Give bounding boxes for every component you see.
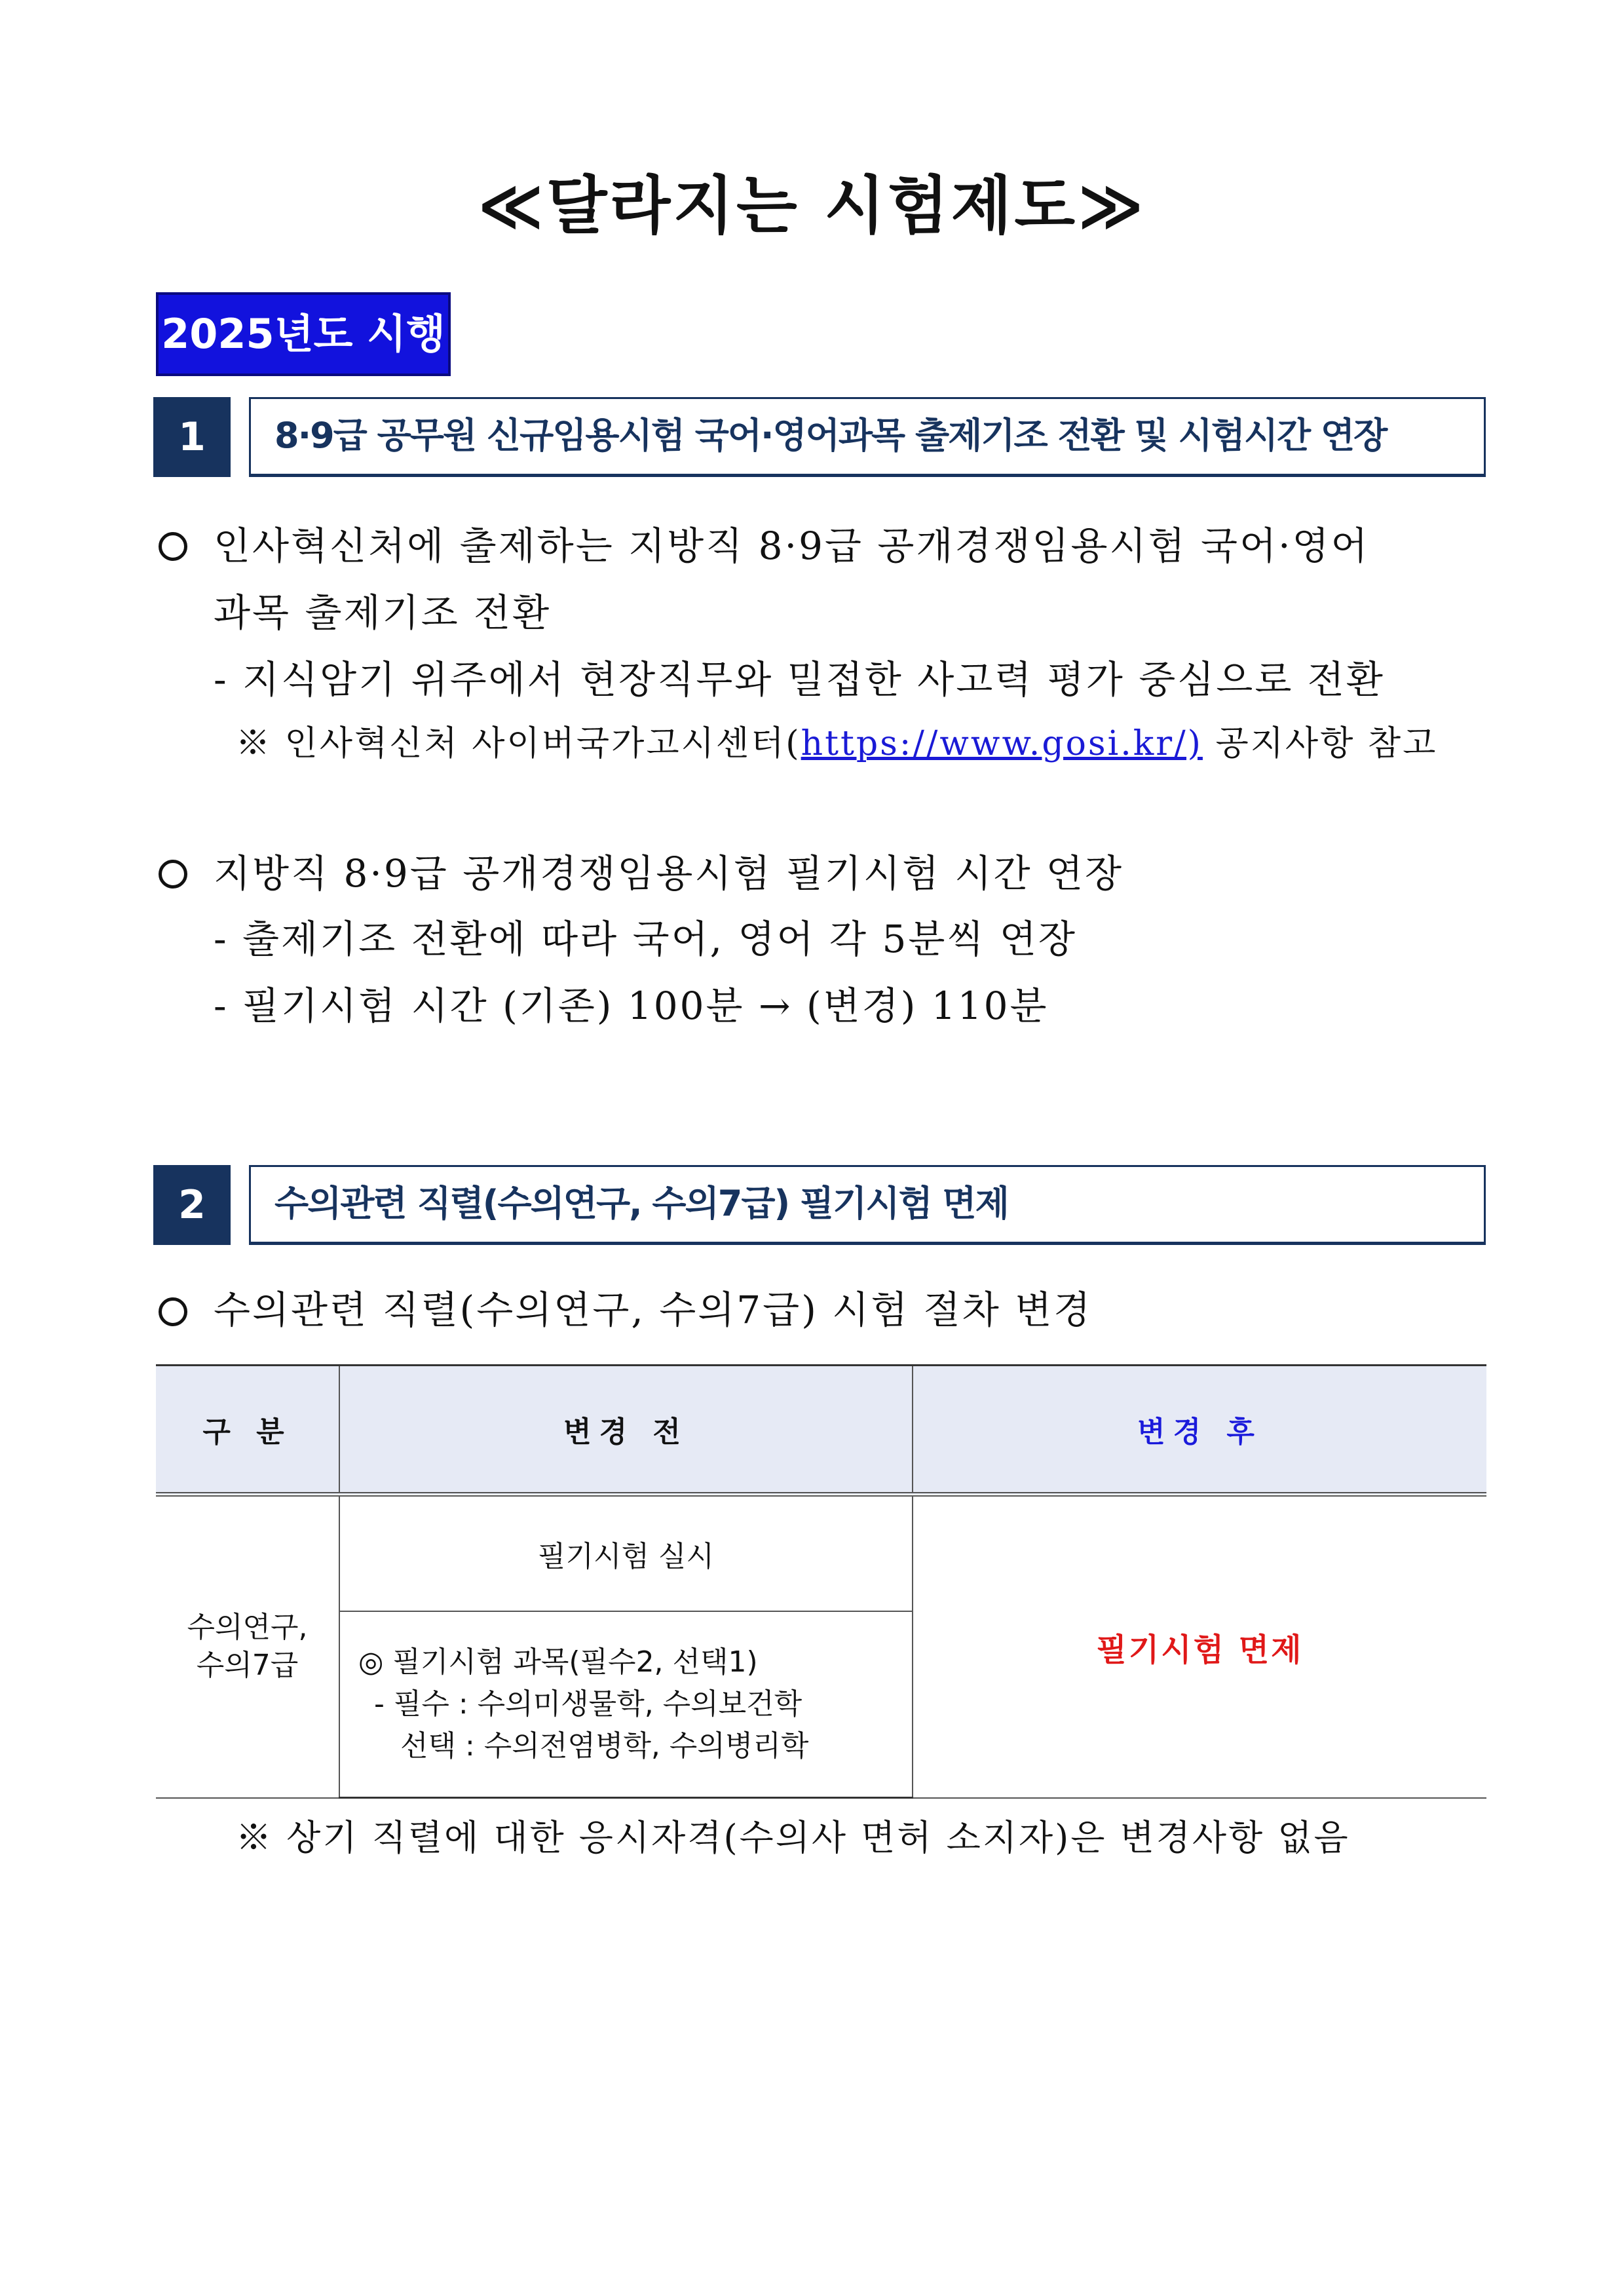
header-category: 구 분 [156,1366,339,1495]
section-title-2: 수의관련 직렬(수의연구, 수의7급) 필기시험 면제 [249,1165,1486,1245]
section-title-1: 8·9급 공무원 신규임용시험 국어·영어과목 출제기조 전환 및 시험시간 연장 [249,397,1486,477]
item-line: 과목 출제기조 전환 [214,590,552,635]
before-top-cell: 필기시험 실시 [339,1495,913,1612]
item-line: 지방직 8·9급 공개경쟁임용시험 필기시험 시간 연장 [214,851,1124,896]
subjects-required: - 필수 : 수의미생물학, 수의보건학 [374,1687,803,1721]
note-suffix: 공지사항 참고 [1202,724,1438,763]
before-subjects-cell [339,1611,913,1798]
sub-item: - 지식암기 위주에서 현장직무와 밀접한 사고력 평가 중심으로 전환 [214,657,1385,702]
table-header-row [156,1366,1486,1495]
item-line: 인사혁신처에 출제하는 지방직 8·9급 공개경쟁임용시험 국어·영어 [214,524,1370,568]
page-title: ≪달라지는 시험제도≫ [478,169,1146,242]
category-cell: 수의연구, 수의7급 [156,1495,339,1798]
note-prefix: ※ 인사혁신처 사이버국가고시센터( [236,724,801,763]
table-row [156,1495,1486,1612]
header-after: 변경 후 [913,1366,1486,1495]
section-number-1: 1 [153,397,231,477]
circle-bullet-icon [159,1297,187,1326]
after-cell: 필기시험 면제 [913,1495,1486,1798]
subjects-elective: 선택 : 수의전염병학, 수의병리학 [400,1729,809,1763]
subjects-heading: ◎ 필기시험 과목(필수2, 선택1) [358,1645,758,1679]
sub-item: - 필기시험 시간 (기존) 100분 → (변경) 110분 [214,984,1049,1028]
sub-item: - 출제기조 전환에 따라 국어, 영어 각 5분씩 연장 [214,917,1077,961]
reference-note [236,716,1437,765]
gosi-link[interactable]: https://www.gosi.kr/) [801,724,1203,763]
header-before: 변경 전 [339,1366,913,1495]
circle-bullet-icon [159,860,187,889]
circle-bullet-icon [159,532,187,561]
year-badge: 2025년도 시행 [156,292,451,376]
comparison-table [156,1364,1486,1799]
item-line: 수의관련 직렬(수의연구, 수의7급) 시험 절차 변경 [214,1288,1093,1332]
section-number-2: 2 [153,1165,231,1245]
footnote: ※ 상기 직렬에 대한 응시자격(수의사 면허 소지자)은 변경사항 없음 [236,1817,1350,1858]
